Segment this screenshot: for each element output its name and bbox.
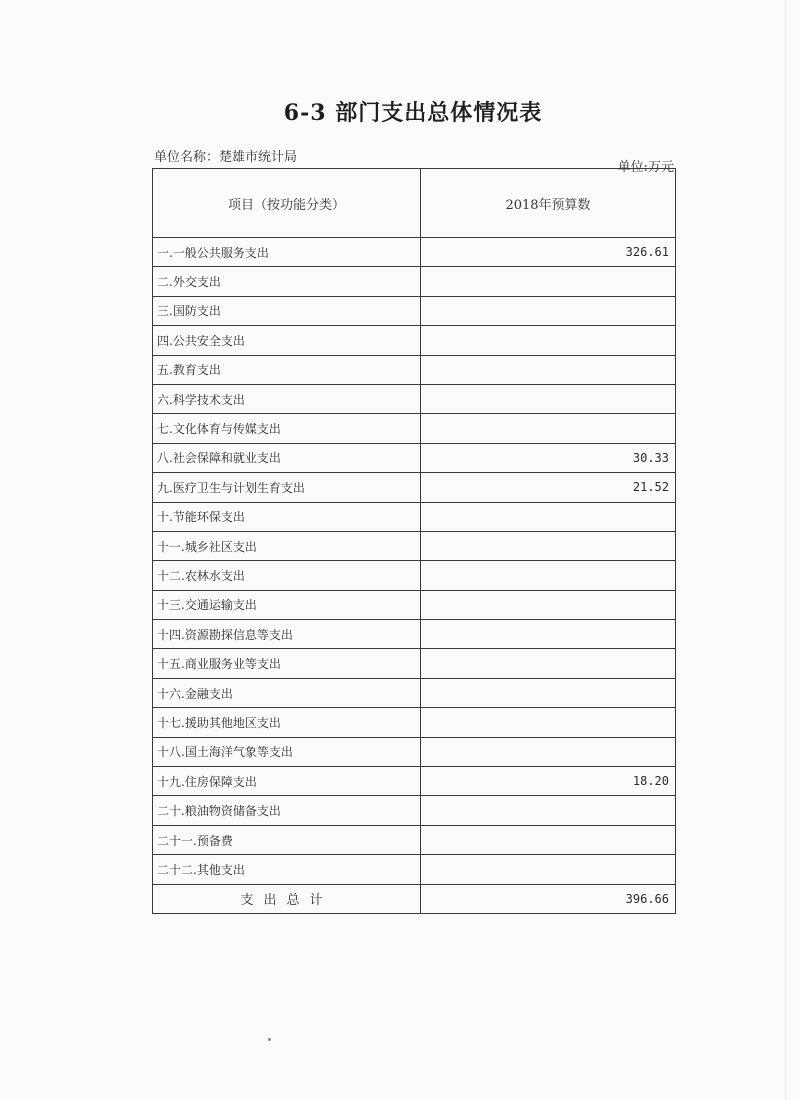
table-row — [153, 825, 676, 854]
table-row — [153, 326, 676, 355]
table-row — [153, 620, 676, 649]
row-label: 十五.商业服务业等支出 — [153, 649, 421, 678]
row-label: 十四.资源勘探信息等支出 — [153, 620, 421, 649]
scan-edge — [785, 0, 786, 1100]
row-amount: 326.61 — [421, 238, 676, 267]
total-label: 支出总计 — [153, 884, 421, 913]
page-title: 6-3 部门支出总体情况表 — [283, 100, 543, 126]
row-amount — [421, 590, 676, 619]
table-row — [153, 708, 676, 737]
row-label: 二十二.其他支出 — [153, 855, 421, 884]
row-label: 一.一般公共服务支出 — [153, 238, 421, 267]
row-label: 十一.城乡社区支出 — [153, 531, 421, 560]
unit-name: 单位名称：楚雄市统计局 — [154, 150, 298, 165]
table-row — [153, 767, 676, 796]
row-label: 十.节能环保支出 — [153, 502, 421, 531]
row-amount — [421, 414, 676, 443]
total-row — [153, 884, 676, 913]
row-label: 十二.农林水支出 — [153, 561, 421, 590]
row-amount — [421, 708, 676, 737]
row-label: 二十一.预备费 — [153, 825, 421, 854]
table-row — [153, 238, 676, 267]
expenditure-table-container — [152, 168, 675, 914]
table-row — [153, 267, 676, 296]
table-row — [153, 384, 676, 413]
row-amount — [421, 326, 676, 355]
row-amount — [421, 649, 676, 678]
expenditure-table — [152, 168, 676, 914]
table-meta — [154, 146, 674, 175]
row-amount — [421, 531, 676, 560]
row-label: 八.社会保障和就业支出 — [153, 443, 421, 472]
table-row — [153, 561, 676, 590]
table-row — [153, 855, 676, 884]
table-row — [153, 590, 676, 619]
row-label: 九.医疗卫生与计划生育支出 — [153, 473, 421, 502]
table-row — [153, 796, 676, 825]
row-label: 五.教育支出 — [153, 355, 421, 384]
header-row — [153, 169, 676, 238]
row-label: 四.公共安全支出 — [153, 326, 421, 355]
table-row — [153, 649, 676, 678]
currency-unit: 单位:万元 — [617, 160, 674, 175]
table-row — [153, 296, 676, 325]
row-amount: 21.52 — [421, 473, 676, 502]
table-row — [153, 678, 676, 707]
table-row — [153, 473, 676, 502]
row-amount — [421, 502, 676, 531]
row-amount — [421, 267, 676, 296]
row-label: 三.国防支出 — [153, 296, 421, 325]
row-amount — [421, 355, 676, 384]
row-amount — [421, 678, 676, 707]
header-amount: 2018年预算数 — [421, 169, 676, 238]
table-row — [153, 443, 676, 472]
table-body — [153, 238, 676, 914]
row-amount — [421, 825, 676, 854]
table-row — [153, 531, 676, 560]
header-item: 项目（按功能分类） — [153, 169, 421, 238]
row-amount — [421, 620, 676, 649]
table-row — [153, 502, 676, 531]
row-label: 二.外交支出 — [153, 267, 421, 296]
scan-speck — [268, 1038, 271, 1041]
row-amount: 30.33 — [421, 443, 676, 472]
table-row — [153, 355, 676, 384]
table-row — [153, 737, 676, 766]
row-label: 十九.住房保障支出 — [153, 767, 421, 796]
row-label: 十七.援助其他地区支出 — [153, 708, 421, 737]
row-amount: 18.20 — [421, 767, 676, 796]
row-label: 七.文化体育与传媒支出 — [153, 414, 421, 443]
row-amount — [421, 855, 676, 884]
row-label: 十八.国土海洋气象等支出 — [153, 737, 421, 766]
row-label: 十三.交通运输支出 — [153, 590, 421, 619]
total-amount: 396.66 — [421, 884, 676, 913]
row-label: 二十.粮油物资储备支出 — [153, 796, 421, 825]
row-label: 六.科学技术支出 — [153, 384, 421, 413]
row-amount — [421, 796, 676, 825]
row-amount — [421, 296, 676, 325]
row-amount — [421, 561, 676, 590]
row-amount — [421, 384, 676, 413]
row-label: 十六.金融支出 — [153, 678, 421, 707]
table-row — [153, 414, 676, 443]
row-amount — [421, 737, 676, 766]
